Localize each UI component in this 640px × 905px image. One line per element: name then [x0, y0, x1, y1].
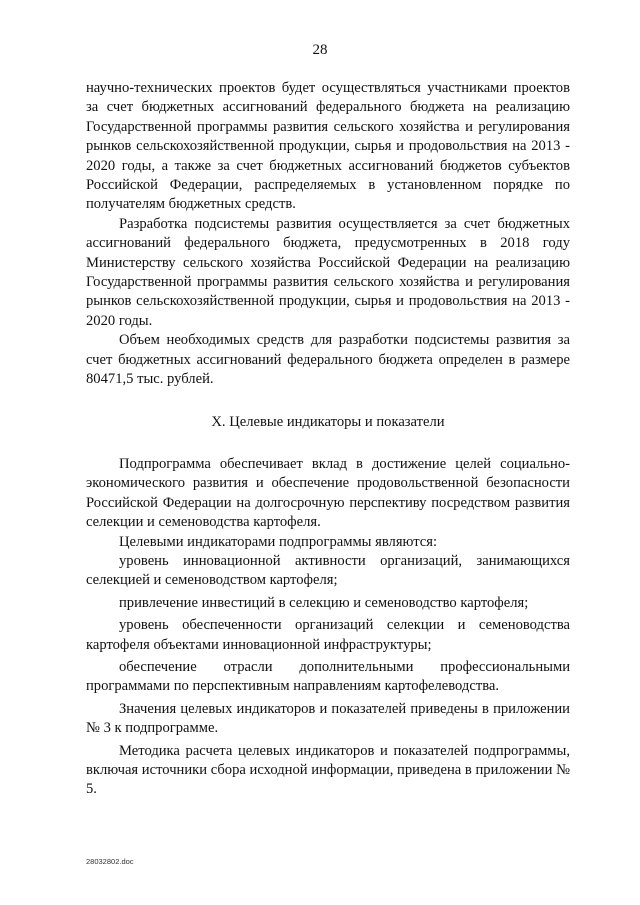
paragraph-indicators-intro: Целевыми индикаторами подпрограммы являются:: [119, 533, 438, 550]
paragraph-contribution: Подпрограмма обеспечивает вклад в достижение целей социально-экономического развития и обеспечение продовольственной безопасности Российской Федерации на долгосрочную перспективу посредством развития селекции и семеноводства картофеля.: [86, 455, 570, 531]
paragraph-subsystem-development: Разработка подсистемы развития осуществляется за счет бюджетных ассигнований федерального бюджета, предусмотренных в 2018 году Министерству сельского хозяйства Российской Федерации на реализацию Государственной программы развития сельского хозяйства и регулирования рынков сельскохозяйственной продукции, сырья и продовольствия на 2013 - 2020 годы.: [86, 215, 570, 329]
footer-file-code: 28032802.doc: [86, 857, 134, 866]
list-item-innovation-activity: уровень инновационной активности организаций, занимающихся селекцией и семеноводством картофеля;: [86, 552, 570, 589]
document-body: [86, 79, 570, 800]
list-item-investment: привлечение инвестиций в селекцию и семеноводство картофеля;: [119, 594, 529, 611]
list-item-infrastructure: уровень обеспеченности организаций селекции и семеноводства картофеля объектами инновационной инфраструктуры;: [86, 617, 570, 653]
list-item-education-programs: обеспечение отрасли дополнительными профессиональными программами по перспективным направлениям картофелеводства.: [86, 658, 570, 695]
page-number: 28: [312, 42, 328, 58]
paragraph-appendix-3: Значения целевых индикаторов и показателей приведены в приложении № 3 к подпрограмме.: [86, 700, 570, 737]
paragraph-funding-volume: Объем необходимых средств для разработки подсистемы развития за счет бюджетных ассигнований федерального бюджета определен в размере 80471,5 тыс. рублей.: [86, 332, 570, 388]
paragraph-appendix-5: Методика расчета целевых индикаторов и показателей подпрограммы, включая источники сбора исходной информации, приведена в приложении № 5.: [86, 742, 570, 798]
section-heading: X. Целевые индикаторы и показатели: [211, 413, 445, 430]
paragraph-funding-sources: научно-технических проектов будет осуществляться участниками проектов за счет бюджетных ассигнований федерального бюджета на реализацию Государственной программы развития сельского хозяйства и регулирования рынков сельскохозяйственной продукции, сырья и продовольствия на 2013 - 2020 годы, а также за счет бюджетных ассигнований бюджетов субъектов Российской Федерации, распределяемых в установленном порядке по получателям бюджетных средств.: [86, 80, 570, 213]
